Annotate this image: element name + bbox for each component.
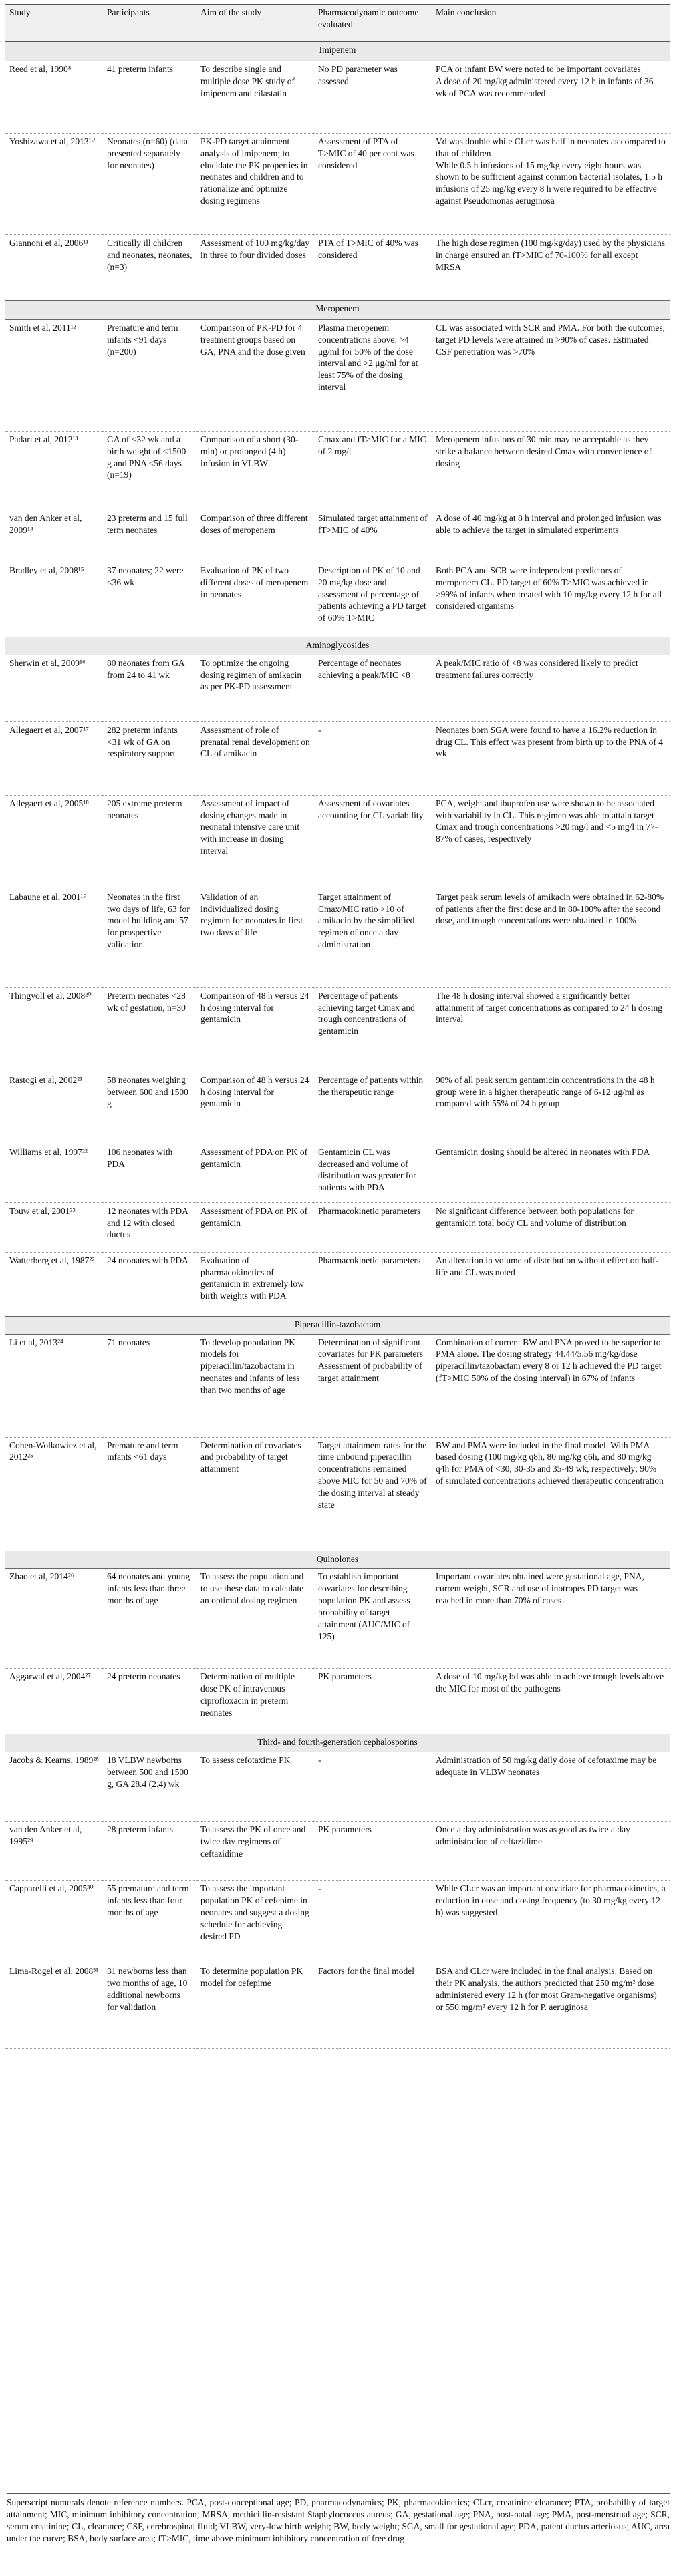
cell-aim: Comparison of three different doses of meropenem — [196, 510, 314, 562]
table-row — [5, 134, 670, 235]
cell-aim: Assessment of impact of dosing changes made in neonatal intensive care unit with increase in dosing interval — [196, 795, 314, 889]
section-row — [5, 1316, 670, 1334]
cell-conclusion: Important covariates obtained were gestational age, PNA, current weight, SCR and use of inotropes PD target was reached in more than 70% of cases — [432, 1569, 670, 1669]
cell-participants: 41 preterm infants — [103, 61, 196, 134]
cell-outcome: Simulated target attainment of fT>MIC of 40% — [314, 510, 432, 562]
cell-outcome: Determination of significant covariates for PK parameters Assessment of probability of target attainment — [314, 1334, 432, 1437]
cell-conclusion: Vd was double while CLcr was half in neonates as compared to that of children While 0.5 h infusions of 15 mg/kg every eight hours was shown to be sufficient against common bacterial isolates, 1.5 h infusions of 25 mg/kg every 8 h were required to be effective against Pseudomonas aeruginosa — [432, 134, 670, 235]
header-aim: Aim of the study — [196, 5, 314, 42]
cell-conclusion: Both PCA and SCR were independent predictors of meropenem CL. PD target of 60% T>MIC was achieved in >99% of infants when treated with 10 mg/kg every 12 h for all considered organisms — [432, 562, 670, 637]
cell-participants: 80 neonates from GA from 24 to 41 wk — [103, 655, 196, 721]
table-body — [5, 42, 670, 2049]
cell-aim: Determination of multiple dose PK of intravenous ciprofloxacin in preterm neonates — [196, 1669, 314, 1734]
cell-aim: Validation of an individualized dosing regimen for neonates in first two days of life — [196, 889, 314, 987]
cell-study: Bradley et al, 2008¹⁵ — [5, 562, 103, 637]
cell-aim: To assess the population and to use these data to calculate an optimal dosing regimen — [196, 1569, 314, 1669]
cell-participants: 24 neonates with PDA — [103, 1252, 196, 1316]
table-row — [5, 510, 670, 562]
cell-aim: To develop population PK models for piperacillin/tazobactam in neonates and infants of less than two months of age — [196, 1334, 314, 1437]
section-title: Quinolones — [5, 1551, 670, 1569]
header-participants: Participants — [103, 5, 196, 42]
cell-outcome: Cmax and fT>MIC for a MIC of 2 mg/l — [314, 432, 432, 510]
cell-outcome: Assessment of PTA of T>MIC of 40 per cent was considered — [314, 134, 432, 235]
cell-aim: To determine population PK model for cefepime — [196, 1963, 314, 2049]
cell-conclusion: Once a day administration was as good as twice a day administration of ceftazidime — [432, 1822, 670, 1881]
footnote: Superscript numerals denote reference numbers. PCA, post-conceptional age; PD, pharmacodynamics; PK, pharmacokinetics; CLcr, creatinine clearance; PTA, probability of target attainment; MIC, minimum inhibitory concentration; MRSA, methicillin-resistant Staphylococcus aureus; GA, gestational age; PNA, post-natal age; PMA, post-menstrual age; SCR, serum creatinine; CL, clearance; CSF, cerebrospinal fluid; VLBW, very-low birth weight; BW, body weight; SGA, small for gestational age; PDA, patent ductus arteriosus; AUC, area under the curve; BSA, body surface area; fT>MIC, time above minimum inhibitory concentration of free drug — [7, 2493, 670, 2545]
table-row — [5, 1437, 670, 1551]
cell-study: van den Anker et al, 1995²⁹ — [5, 1822, 103, 1881]
section-row — [5, 301, 670, 320]
cell-aim: Assessment of PDA on PK of gentamicin — [196, 1144, 314, 1202]
cell-conclusion: A peak/MIC ratio of <8 was considered likely to predict treatment failures correctly — [432, 655, 670, 721]
header-conclusion: Main conclusion — [432, 5, 670, 42]
cell-participants: 18 VLBW newborns between 500 and 1500 g, GA 28.4 (2.4) wk — [103, 1752, 196, 1822]
cell-study: Allegaert et al, 2007¹⁷ — [5, 721, 103, 795]
cell-outcome: PK parameters — [314, 1822, 432, 1881]
cell-aim: Evaluation of PK of two different doses of meropenem in neonates — [196, 562, 314, 637]
cell-participants: 282 preterm infants <31 wk of GA on respiratory support — [103, 721, 196, 795]
cell-outcome: Target attainment of Cmax/MIC ratio >10 of amikacin by the simplified regimen of once a day administration — [314, 889, 432, 987]
cell-outcome: To establish important covariates for describing population PK and assess probability of target attainment (AUC/MIC of 125) — [314, 1569, 432, 1669]
cell-participants: Neonates in the first two days of life, 63 for model building and 57 for prospective validation — [103, 889, 196, 987]
section-row — [5, 637, 670, 655]
cell-participants: Premature and term infants <61 days — [103, 1437, 196, 1551]
table-row — [5, 1144, 670, 1202]
cell-outcome: Pharmacokinetic parameters — [314, 1252, 432, 1316]
cell-participants: 205 extreme preterm neonates — [103, 795, 196, 889]
cell-conclusion: Target peak serum levels of amikacin were obtained in 62-80% of patients after the first dose and in 80-100% after the second dose, and trough concentrations were obtained in 100% — [432, 889, 670, 987]
cell-conclusion: PCA or infant BW were noted to be important covariates A dose of 20 mg/kg administered every 12 h in infants of 36 wk of PCA was recommended — [432, 61, 670, 134]
section-title: Third- and fourth-generation cephalosporins — [5, 1734, 670, 1752]
cell-study: Sherwin et al, 2009¹⁶ — [5, 655, 103, 721]
cell-aim: Comparison of PK-PD for 4 treatment groups based on GA, PNA and the dose given — [196, 320, 314, 432]
cell-outcome: - — [314, 1752, 432, 1822]
cell-participants: 58 neonates weighing between 600 and 1500 g — [103, 1072, 196, 1144]
cell-conclusion: CL was associated with SCR and PMA. For both the outcomes, target PD levels were attained in >90% of cases. Estimated CSF penetration was >70% — [432, 320, 670, 432]
cell-participants: 106 neonates with PDA — [103, 1144, 196, 1202]
cell-aim: Comparison of 48 h versus 24 h dosing interval for gentamicin — [196, 987, 314, 1072]
cell-outcome: Percentage of neonates achieving a peak/MIC <8 — [314, 655, 432, 721]
table-row — [5, 1334, 670, 1437]
cell-aim: Determination of covariates and probability of target attainment — [196, 1437, 314, 1551]
section-row — [5, 1734, 670, 1752]
table-row — [5, 655, 670, 721]
cell-outcome: Gentamicin CL was decreased and volume of distribution was greater for patients with PDA — [314, 1144, 432, 1202]
table-row — [5, 1202, 670, 1252]
cell-study: Yoshizawa et al, 2013¹⁰ — [5, 134, 103, 235]
cell-aim: To assess the PK of once and twice day regimens of ceftazidime — [196, 1822, 314, 1881]
cell-conclusion: BSA and CLcr were included in the final analysis. Based on their PK analysis, the authors predicted that 250 mg/m² dose administered every 12 h (for most Gram-negative organisms) or 550 mg/m² every 12 h for P. aeruginosa — [432, 1963, 670, 2049]
cell-conclusion: 90% of all peak serum gentamicin concentrations in the 48 h group were in a higher therapeutic range of 6-12 μg/ml as compared with 55% of 24 h group — [432, 1072, 670, 1144]
cell-participants: Critically ill children and neonates, neonates, (n=3) — [103, 235, 196, 301]
cell-participants: Neonates (n=60) (data presented separately for neonates) — [103, 134, 196, 235]
cell-participants: 64 neonates and young infants less than three months of age — [103, 1569, 196, 1669]
cell-study: van den Anker et al, 2009¹⁴ — [5, 510, 103, 562]
cell-study: Watterberg et al, 1987²² — [5, 1252, 103, 1316]
cell-study: Capparelli et al, 2005³⁰ — [5, 1881, 103, 1963]
cell-aim: PK-PD target attainment analysis of imipenem; to elucidate the PK properties in neonates and children and to rationalize and optimize dosing regimens — [196, 134, 314, 235]
table-row — [5, 1822, 670, 1881]
table-row — [5, 61, 670, 134]
cell-study: Padari et al, 2012¹³ — [5, 432, 103, 510]
cell-outcome: - — [314, 721, 432, 795]
header-outcome: Pharmacodynamic outcome evaluated — [314, 5, 432, 42]
cell-study: Li et al, 2013²⁴ — [5, 1334, 103, 1437]
cell-conclusion: The 48 h dosing interval showed a significantly better attainment of target concentrations as compared to 24 h dosing interval — [432, 987, 670, 1072]
cell-conclusion: The high dose regimen (100 mg/kg/day) used by the physicians in charge ensured an fT>MIC of 70-100% for all except MRSA — [432, 235, 670, 301]
cell-participants: 37 neonates; 22 were <36 wk — [103, 562, 196, 637]
table-row — [5, 889, 670, 987]
cell-outcome: Factors for the final model — [314, 1963, 432, 2049]
cell-study: Jacobs & Kearns, 1989²⁸ — [5, 1752, 103, 1822]
table-row — [5, 1669, 670, 1734]
cell-outcome: Target attainment rates for the time unbound piperacillin concentrations remained above MIC for 50 and 70% of the dosing interval at steady state — [314, 1437, 432, 1551]
cell-study: Aggarwal et al, 2004²⁷ — [5, 1669, 103, 1734]
cell-aim: Assessment of 100 mg/kg/day in three to four divided doses — [196, 235, 314, 301]
cell-conclusion: Neonates born SGA were found to have a 16.2% reduction in drug CL. This effect was present from birth up to the PNA of 4 wk — [432, 721, 670, 795]
cell-outcome: Description of PK of 10 and 20 mg/kg dose and assessment of percentage of patients achieving a PD target of 60% T>MIC — [314, 562, 432, 637]
cell-outcome: Assessment of covariates accounting for CL variability — [314, 795, 432, 889]
studies-table — [5, 4, 670, 2049]
cell-participants: Premature and term infants <91 days (n=200) — [103, 320, 196, 432]
section-row — [5, 1551, 670, 1569]
cell-aim: Comparison of 48 h versus 24 h dosing interval for gentamicin — [196, 1072, 314, 1144]
cell-study: Williams et al, 1997²² — [5, 1144, 103, 1202]
cell-participants: Preterm neonates <28 wk of gestation, n=30 — [103, 987, 196, 1072]
header-study: Study — [5, 5, 103, 42]
cell-study: Reed et al, 1990⁸ — [5, 61, 103, 134]
cell-conclusion: Administration of 50 mg/kg daily dose of cefotaxime may be adequate in VLBW neonates — [432, 1752, 670, 1822]
cell-study: Zhao et al, 2014²⁶ — [5, 1569, 103, 1669]
table-row — [5, 1752, 670, 1822]
cell-participants: 23 preterm and 15 full term neonates — [103, 510, 196, 562]
cell-study: Labaune et al, 2001¹⁹ — [5, 889, 103, 987]
section-title: Aminoglycosides — [5, 637, 670, 655]
cell-conclusion: Meropenem infusions of 30 min may be acceptable as they strike a balance between desired Cmax with convenience of dosing — [432, 432, 670, 510]
table-row — [5, 721, 670, 795]
cell-participants: 55 premature and term infants less than four months of age — [103, 1881, 196, 1963]
table-row — [5, 1252, 670, 1316]
cell-aim: Comparison of a short (30-min) or prolonged (4 h) infusion in VLBW — [196, 432, 314, 510]
table-header — [5, 5, 670, 42]
table-row — [5, 1963, 670, 2049]
cell-study: Rastogi et al, 2002²¹ — [5, 1072, 103, 1144]
cell-study: Thingvoll et al, 2008²⁰ — [5, 987, 103, 1072]
cell-aim: To assess cefotaxime PK — [196, 1752, 314, 1822]
cell-outcome: Plasma meropenem concentrations above: >4 μg/ml for 50% of the dose interval and >2 μg/ml for at least 75% of the dosing interval — [314, 320, 432, 432]
cell-outcome: Percentage of patients within the therapeutic range — [314, 1072, 432, 1144]
cell-conclusion: A dose of 40 mg/kg at 8 h interval and prolonged infusion was able to achieve the target in simulated experiments — [432, 510, 670, 562]
table-row — [5, 1072, 670, 1144]
cell-participants: 24 preterm neonates — [103, 1669, 196, 1734]
cell-outcome: No PD parameter was assessed — [314, 61, 432, 134]
cell-conclusion: Gentamicin dosing should be altered in neonates with PDA — [432, 1144, 670, 1202]
cell-study: Touw et al, 2001²³ — [5, 1202, 103, 1252]
cell-aim: Assessment of role of prenatal renal development on CL of amikacin — [196, 721, 314, 795]
cell-conclusion: PCA, weight and ibuprofen use were shown to be associated with variability in CL. This regimen was able to attain target Cmax and trough concentrations >20 mg/l and <5 mg/l in 77-87% of cases, respectively — [432, 795, 670, 889]
cell-participants: 28 preterm infants — [103, 1822, 196, 1881]
cell-outcome: Percentage of patients achieving target Cmax and trough concentrations of gentamicin — [314, 987, 432, 1072]
cell-aim: To optimize the ongoing dosing regimen of amikacin as per PK-PD assessment — [196, 655, 314, 721]
cell-aim: To describe single and multiple dose PK study of imipenem and cilastatin — [196, 61, 314, 134]
table-row — [5, 795, 670, 889]
cell-study: Lima-Rogel et al, 2008³¹ — [5, 1963, 103, 2049]
table-row — [5, 562, 670, 637]
table-row — [5, 432, 670, 510]
cell-participants: 12 neonates with PDA and 12 with closed ductus — [103, 1202, 196, 1252]
cell-participants: 31 newborns less than two months of age, 10 additional newborns for validation — [103, 1963, 196, 2049]
cell-conclusion: BW and PMA were included in the final model. With PMA based dosing (100 mg/kg q8h, 80 mg/kg q6h, and 80 mg/kg q4h for PMA of <30, 30-35 and 35-49 wk, respectively; 90% of simulated concentrations achieved therapeutic concentration — [432, 1437, 670, 1551]
table-row — [5, 320, 670, 432]
cell-outcome: PK parameters — [314, 1669, 432, 1734]
table-row — [5, 1569, 670, 1669]
cell-conclusion: Combination of current BW and PNA proved to be superior to PMA alone. The dosing strategy 44.44/5.56 mg/kg/dose piperacillin/tazobactam every 8 or 12 h achieved the PD target (fT>MIC 50% of the dosing interval) in 67% of infants — [432, 1334, 670, 1437]
table-row — [5, 987, 670, 1072]
cell-participants: GA of <32 wk and a birth weight of <1500 g and PNA <56 days (n=19) — [103, 432, 196, 510]
section-row — [5, 42, 670, 61]
cell-outcome: PTA of T>MIC of 40% was considered — [314, 235, 432, 301]
cell-aim: Assessment of PDA on PK of gentamicin — [196, 1202, 314, 1252]
cell-study: Giannoni et al, 2006¹¹ — [5, 235, 103, 301]
cell-conclusion: No significant difference between both populations for gentamicin total body CL and volume of distribution — [432, 1202, 670, 1252]
table-row — [5, 235, 670, 301]
cell-conclusion: An alteration in volume of distribution without effect on half-life and CL was noted — [432, 1252, 670, 1316]
section-title: Piperacillin-tazobactam — [5, 1316, 670, 1334]
cell-aim: Evaluation of pharmacokinetics of gentamicin in extremely low birth weights with PDA — [196, 1252, 314, 1316]
cell-study: Smith et al, 2011¹² — [5, 320, 103, 432]
cell-study: Cohen-Wolkowiez et al, 2012²⁵ — [5, 1437, 103, 1551]
table-row — [5, 1881, 670, 1963]
cell-study: Allegaert et al, 2005¹⁸ — [5, 795, 103, 889]
cell-conclusion: A dose of 10 mg/kg bd was able to achieve trough levels above the MIC for most of the pathogens — [432, 1669, 670, 1734]
cell-participants: 71 neonates — [103, 1334, 196, 1437]
cell-outcome: Pharmacokinetic parameters — [314, 1202, 432, 1252]
section-title: Meropenem — [5, 301, 670, 320]
cell-outcome: - — [314, 1881, 432, 1963]
section-title: Imipenem — [5, 42, 670, 61]
cell-aim: To assess the important population PK of cefepime in neonates and suggest a dosing schedule for achieving desired PD — [196, 1881, 314, 1963]
cell-conclusion: While CLcr was an important covariate for pharmacokinetics, a reduction in dose and dosing frequency (to 30 mg/kg every 12 h) was suggested — [432, 1881, 670, 1963]
